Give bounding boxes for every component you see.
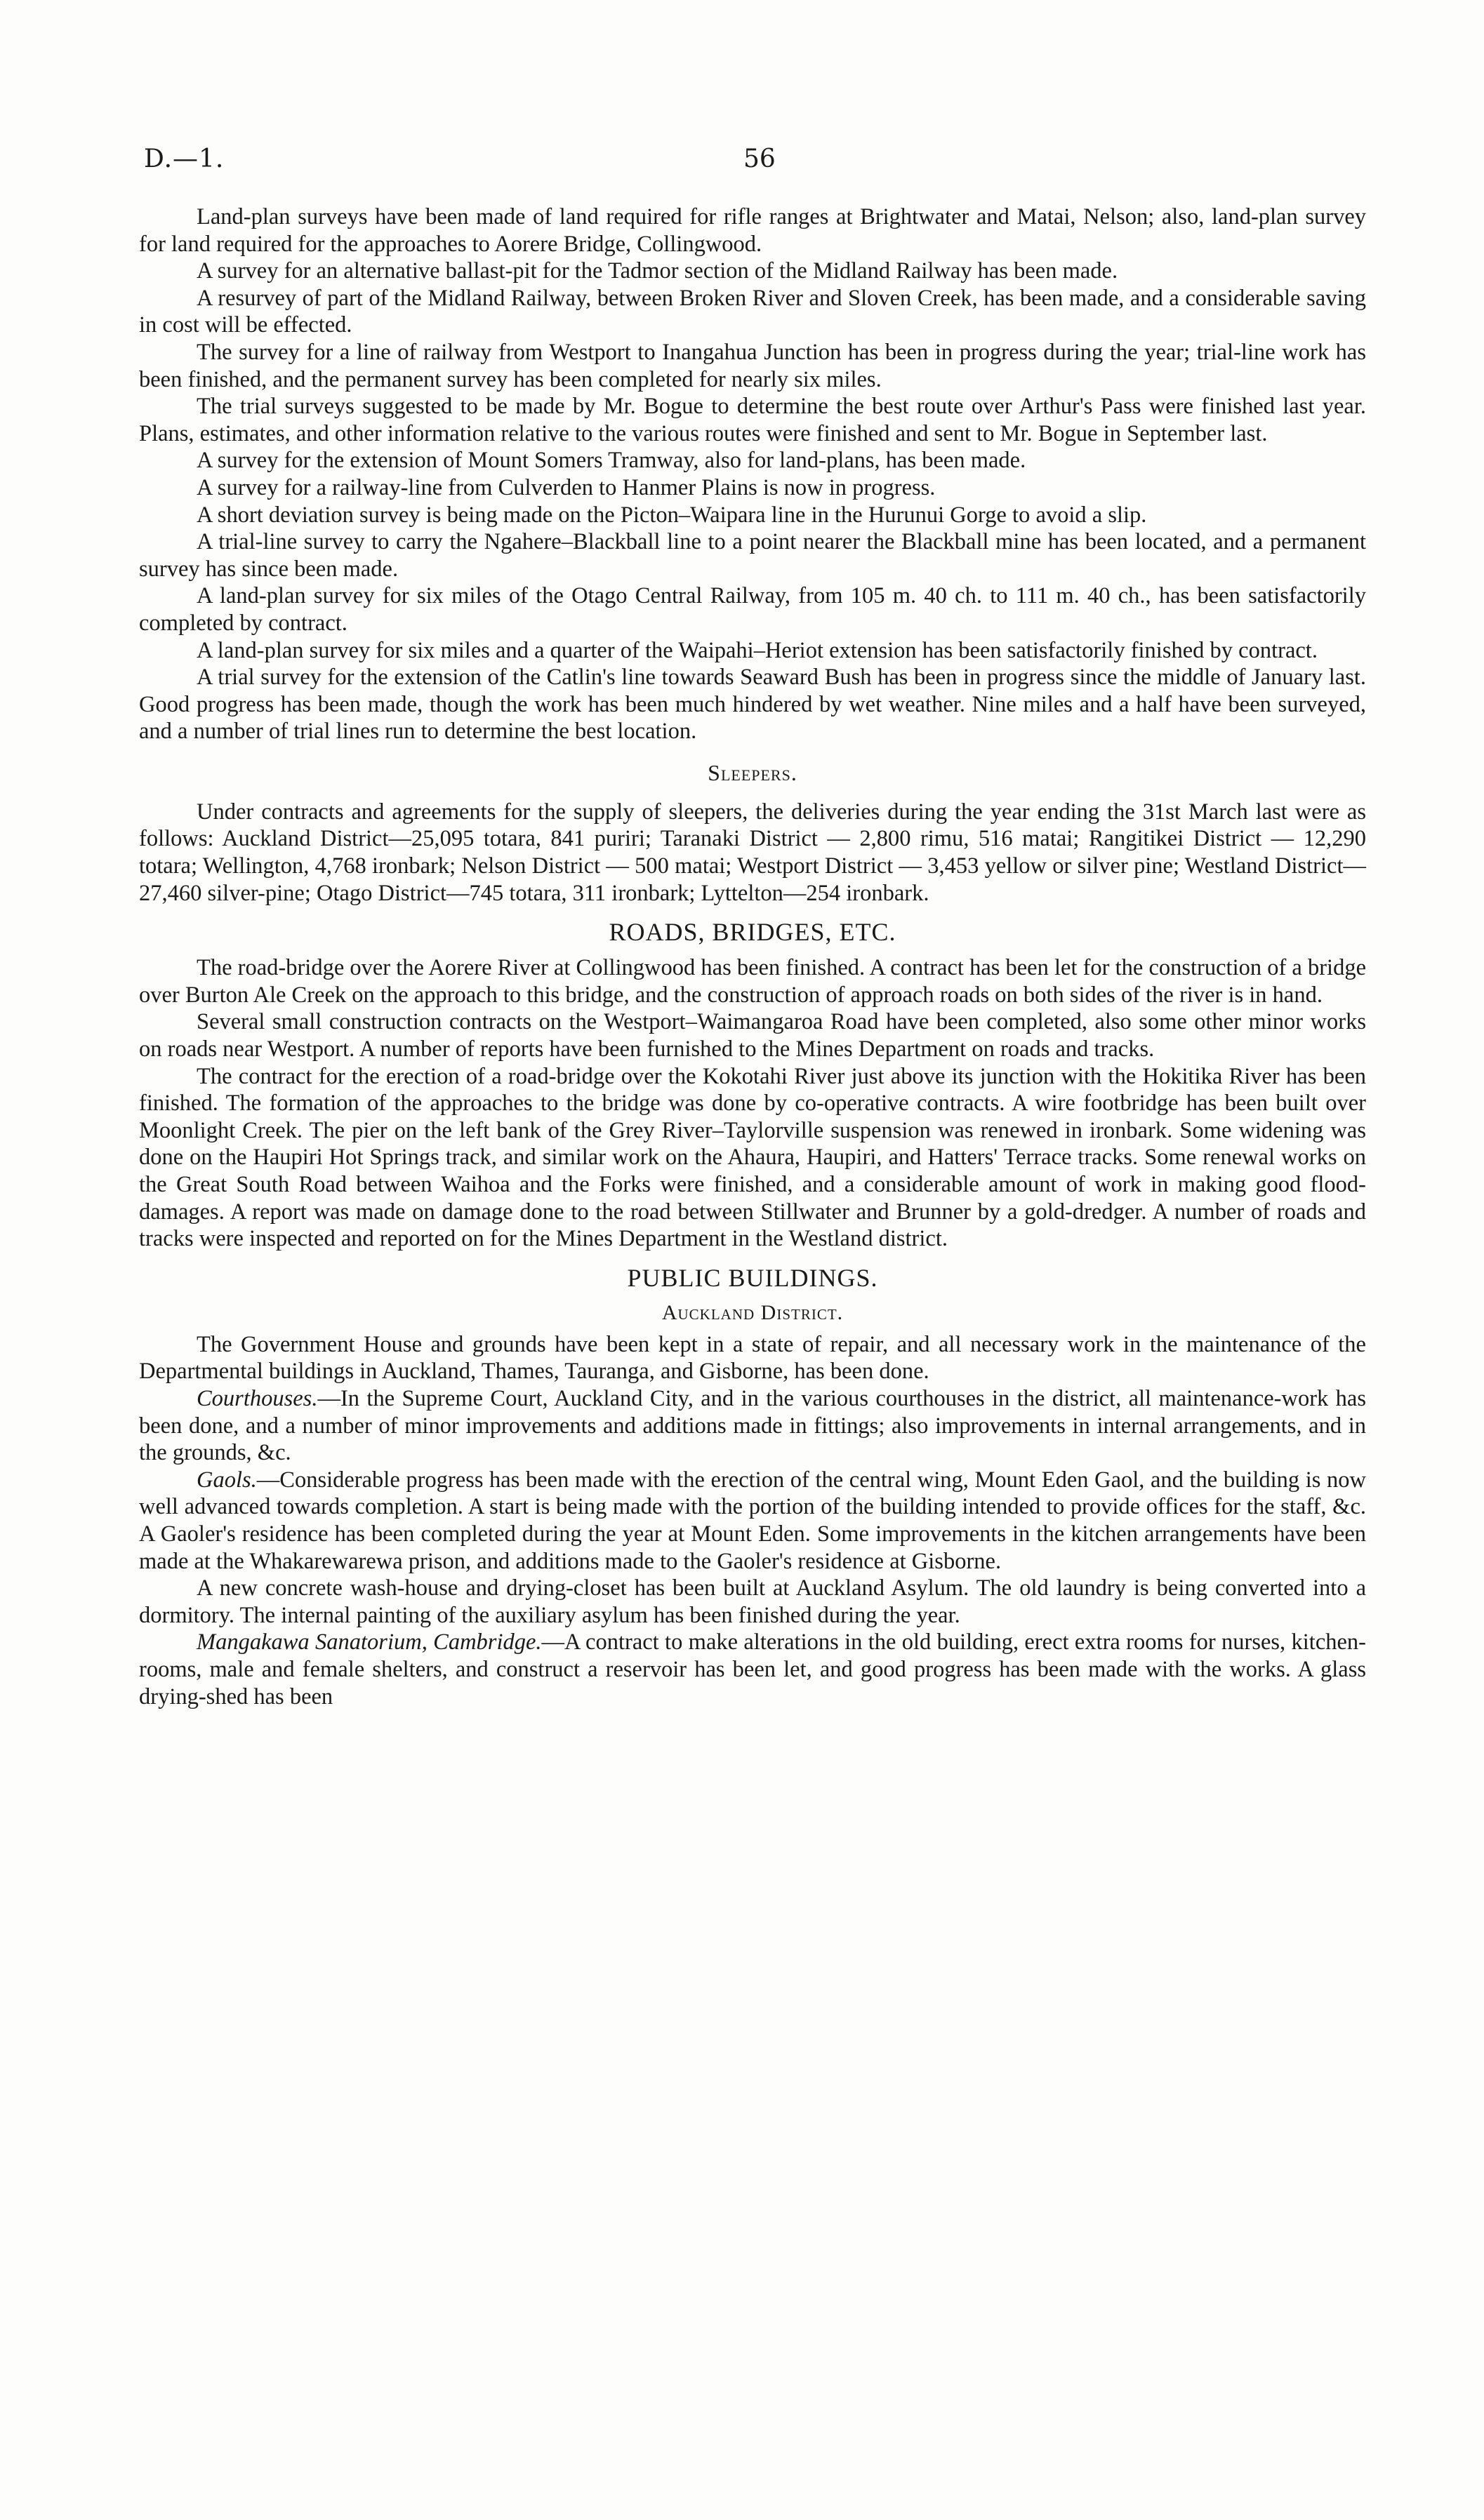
paragraph: A survey for the extension of Mount Somers Tramway, also for land-plans, has been made.: [197, 448, 1026, 474]
courthouses-paragraph: [139, 1385, 1366, 1467]
paragraph: A survey for a railway-line from Culverden to Hanmer Plains is now in progress.: [197, 474, 936, 500]
paragraph: The survey for a line of railway from Westport to Inangahua Junction has been in progress during the year; trial-line work has been finished, and the permanent survey has been completed for nearly six miles.: [139, 339, 1366, 392]
paragraph: A new concrete wash-house and drying-closet has been built at Auckland Asylum. The old laundry is being converted into a dormitory. The internal painting of the auxiliary asylum has been finished during the year.: [139, 1575, 1366, 1628]
paragraph: The trial surveys suggested to be made by Mr. Bogue to determine the best route over Arthur's Pass were finished last year. Plans, estimates, and other information relative to the various routes were finished and sent to Mr. Bogue in September last.: [139, 394, 1366, 446]
sleepers-section: [139, 759, 1366, 907]
paragraph: A resurvey of part of the Midland Railway, between Broken River and Sloven Creek, has been made, and a considerable saving in cost will be effected.: [139, 285, 1366, 338]
survey-section: [139, 204, 1366, 745]
paragraph: A survey for an alternative ballast-pit for the Tadmor section of the Midland Railway has been made.: [197, 258, 1118, 284]
paragraph: A short deviation survey is being made on the Picton–Waipara line in the Hurunui Gorge to avoid a slip.: [197, 502, 1147, 528]
paragraph: Several small construction contracts on the Westport–Waimangaroa Road have been completed, also some other minor works on roads near Westport. A number of reports have been furnished to the Mines Department on roads and tracks.: [139, 1009, 1366, 1062]
roads-bridges-section: [139, 916, 1366, 1253]
paragraph: Land-plan surveys have been made of land required for rifle ranges at Brightwater and Matai, Nelson; also, land-plan survey for land required for the approaches to Aorere Bridge, Collingwood.: [139, 204, 1366, 257]
courthouses-lead: Courthouses.: [197, 1385, 318, 1411]
sanatorium-text: —A contract to make alterations in the old building, erect extra rooms for nurses, kitchen-rooms, male and female shelters, and construct a reservoir has been let, and good progress has been made with the works. A glass drying-shed has been: [139, 1629, 1366, 1709]
paragraph: A trial survey for the extension of the Catlin's line towards Seaward Bush has been in progress since the middle of January last. Good progress has been made, though the work has been much hindered by wet weather. Nine miles and a half have been surveyed, and a number of trial lines run to determine the best location.: [139, 665, 1366, 745]
auckland-district-subheading: Auckland District.: [661, 1300, 844, 1324]
gaols-paragraph: [139, 1467, 1366, 1575]
paragraph: The contract for the erection of a road-bridge over the Kokotahi River just above its junction with the Hokitika River has been finished. The formation of the approaches to the bridge was done by co-operative contracts. A wire footbridge has been built over Moonlight Creek. The pier on the left bank of the Grey River–Taylorville suspension was renewed in ironbark. Some widening was done on the Haupiri Hot Springs track, and similar work on the Ahaura, Haupiri, and Hatters' Terrace tracks. Some renewal works on the Great South Road between Waihoa and the Forks were finished, and a considerable amount of work in making good flood-damages. A report was made on damage done to the road between Stillwater and Brunner by a gold-dredger. A number of roads and tracks were inspected and reported on for the Mines Department in the Westland district.: [139, 1063, 1366, 1252]
paragraph: A trial-line survey to carry the Ngahere–Blackball line to a point nearer the Blackball mine has been located, and a permanent survey has since been made.: [139, 529, 1366, 582]
gaols-lead: Gaols.: [197, 1467, 257, 1493]
gaols-text: —Considerable progress has been made with the erection of the central wing, Mount Eden Gaol, and the building is now well advanced towards completion. A start is being made with the portion of the building intended to provide offices for the staff, &c. A Gaoler's residence has been completed during the year at Mount Eden. Some improvements in the kitchen arrangements have been made at the Whakarewarewa prison, and additions made to the Gaoler's residence at Gisborne.: [139, 1467, 1366, 1574]
paragraph: The road-bridge over the Aorere River at Collingwood has been finished. A contract has been let for the construction of a bridge over Burton Ale Creek on the approach to this bridge, and the construction of approach roads on both sides of the river is in hand.: [139, 955, 1367, 1008]
public-buildings-heading: PUBLIC BUILDINGS.: [627, 1263, 878, 1292]
page-header: [144, 145, 1372, 187]
document-reference: D.—1.: [144, 145, 225, 173]
public-buildings-section: [139, 1262, 1366, 1710]
page-number: 56: [743, 145, 776, 173]
sanatorium-paragraph: [139, 1629, 1366, 1710]
courthouses-text: —In the Supreme Court, Auckland City, and in the various courthouses in the district, all maintenance-work has been done, and a number of minor improvements and additions made in fittings; also improvements in internal arrangements, and in the grounds, &c.: [139, 1385, 1366, 1466]
sleepers-heading: Sleepers.: [708, 759, 797, 785]
sanatorium-lead: Mangakawa Sanatorium, Cambridge.: [197, 1629, 542, 1655]
paragraph: A land-plan survey for six miles of the Otago Central Railway, from 105 m. 40 ch. to 111 m. 40 ch., has been satisfactorily completed by contract.: [139, 583, 1366, 636]
page-content: [139, 204, 1366, 1710]
paragraph: A land-plan survey for six miles and a quarter of the Waipahi–Heriot extension has been satisfactorily finished by contract.: [197, 637, 1318, 663]
paragraph: The Government House and grounds have been kept in a state of repair, and all necessary work in the maintenance of the Departmental buildings in Auckland, Thames, Tauranga, and Gisborne, has been done.: [139, 1331, 1366, 1385]
paragraph: Under contracts and agreements for the supply of sleepers, the deliveries during the year ending the 31st March last were as follows: Auckland District—25,095 totara, 841 puriri; Taranaki District — 2,800 rimu, 516 matai; Rangitikei District — 12,290 totara; Wellington, 4,768 ironbark; Nelson District — 500 matai; Westport District — 3,453 yellow or silver pine; Westland District—27,460 silver-pine; Otago District—745 totara, 311 ironbark; Lyttelton—254 ironbark.: [139, 799, 1366, 906]
roads-bridges-heading: ROADS, BRIDGES, ETC.: [609, 918, 896, 947]
